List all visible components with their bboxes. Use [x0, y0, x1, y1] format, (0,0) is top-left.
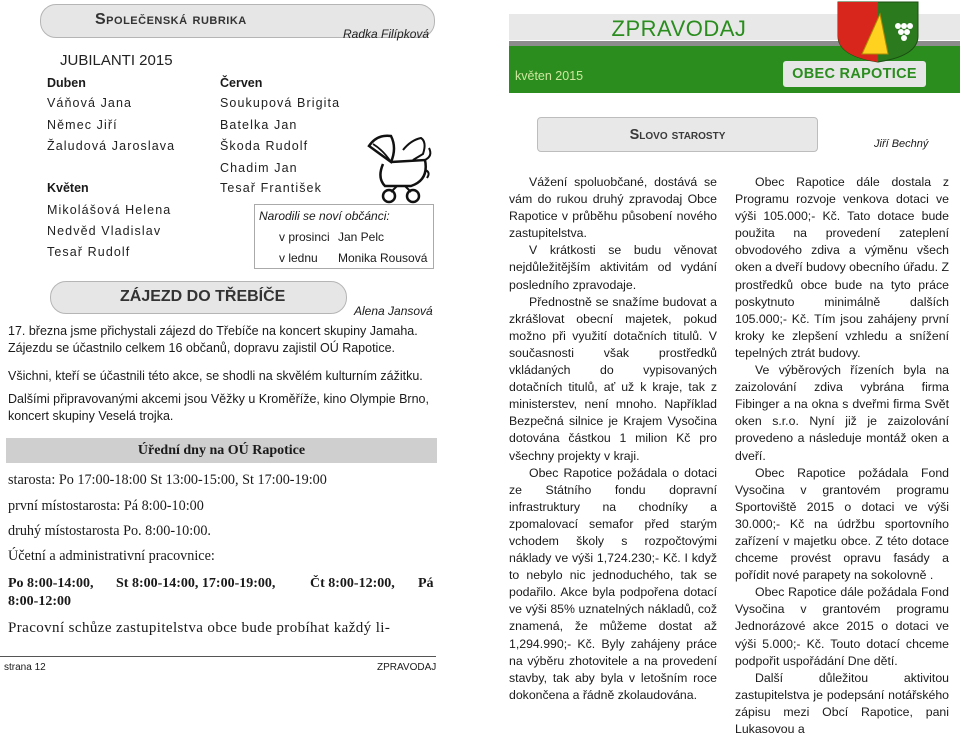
jubilant-name: Mikolášová Helena: [47, 203, 172, 217]
office-line: první místostarosta: Pá 8:00-10:00: [8, 498, 204, 514]
jubilant-name: Škoda Rudolf: [220, 139, 309, 153]
jubilant-name: Chadim Jan: [220, 161, 298, 175]
month-cerven: Červen: [220, 76, 263, 90]
mayor-paragraph: Vážení spoluobčané, dostává se vám do rukou druhý zpravodaj Obce Rapotice v průběhu působení nového zastupitelstva.: [509, 175, 717, 241]
trip-author: Alena Jansová: [354, 304, 433, 318]
office-line: 8:00-12:00: [8, 594, 71, 609]
mayor-paragraph: Přednostně se snažíme budovat a zkrášlovat obecní majetek, pokud možno při využití dotačních titulů. V současnosti však prostředků vkládaných do vypisovaných dotačních titulů, ať už k kraje, tak z ministerstev, není mnoho. Například Bezpečná silnice je Krajem Vysočina dotována částkou 1 milion Kč pro všechny projekty v kraji.: [509, 294, 717, 463]
footer-rule: [0, 656, 436, 657]
coat-of-arms-icon: [836, 0, 920, 62]
jubilant-name: Váňová Jana: [47, 96, 133, 110]
month-duben: Duben: [47, 76, 86, 90]
jubilant-name: Žaludová Jaroslava: [47, 139, 176, 153]
social-banner-title: Společenská rubrika: [95, 11, 247, 28]
mayor-paragraph: V krátkosti se budu věnovat nejdůležitějším aktivitám od vydání posledního zpravodaje.: [509, 243, 717, 292]
jubilanti-title: JUBILANTI 2015: [60, 52, 173, 69]
jubilant-name: Soukupová Brigita: [220, 96, 341, 110]
mayor-paragraph: Další důležitou aktivitou zastupitelstva je podepsání notářského zápisu mezi Obcí Rapotice, pani Lukasovou a: [735, 670, 949, 736]
birth-name: Jan Pelc: [338, 230, 385, 244]
birth-name: Monika Rousová: [338, 251, 428, 265]
trip-paragraph: Všichni, kteří se účastnili této akce, se shodli na skvělém kulturním zážitku.: [8, 369, 423, 383]
jubilant-name: Nedvěd Vladislav: [47, 224, 162, 238]
trip-paragraph: Dalšími připravovanými akcemi jsou Věžky u Kroměříže, kino Olympie Brno, koncert skupiny Veselá trojka.: [8, 392, 429, 423]
masthead-title: ZPRAVODAJ: [611, 16, 747, 41]
mayor-author: Jiří Bechný: [874, 138, 929, 150]
social-author: Radka Filípková: [343, 27, 430, 41]
office-line: St 8:00-14:00, 17:00-19:00,: [116, 576, 276, 591]
office-title: Úřední dny na OÚ Rapotice: [137, 443, 306, 458]
office-line: Po 8:00-14:00,: [8, 576, 94, 591]
office-line: starosta: Po 17:00-18:00 St 13:00-15:00, St 17:00-19:00: [8, 472, 327, 488]
birth-month: v prosinci: [279, 230, 330, 244]
footer-title: ZPRAVODAJ: [377, 662, 437, 673]
office-line: Pá: [418, 576, 434, 591]
jubilant-name: Batelka Jan: [220, 118, 298, 132]
mayor-column-1: [509, 174, 717, 704]
office-line: Účetní a administrativní pracovnice:: [8, 548, 215, 564]
mayor-column-2: [735, 174, 949, 738]
jubilant-name: Tesař Rudolf: [47, 245, 131, 259]
month-kveten: Květen: [47, 181, 89, 195]
office-line: Čt 8:00-12:00,: [310, 576, 395, 591]
birth-month: v lednu: [279, 251, 318, 265]
mayor-paragraph: Obec Rapotice dále dostala z Programu rozvoje venkova dotaci ve výši 105.000;- Kč. Tato dotace bude použita na provedení zateplení obvodového zdiva a výměnu všech oken a dveří budovy obecního úřadu. Z prostředků obce bude na tyto práce poskytnuto minimálně dalších 105.000;- Kč. Tím jsou zahájeny první kroky ke zlepšení vzhledu a snížení tepelných ztrát budovy.: [735, 175, 949, 360]
jubilant-name: Tesař František: [220, 181, 322, 195]
trip-banner-title: ZÁJEZD DO TŘEBÍČE: [120, 288, 286, 305]
mayor-paragraph: Obec Rapotice požádala Fond Vysočina v grantovém programu Sportoviště 2015 o dotaci ve výši 30.000;- Kč na údržbu sportovního zařízení v majetku obce. Z této dotace chceme provést opravu fasády a pořídit nové parapety na sokolovně .: [735, 465, 949, 583]
mayor-paragraph: Obec Rapotice požádala o dotaci ze Státního fondu dopravní infrastruktury na chodníky a zpomalovací semafor před starým vchodem školy s rozpočtovými náklady ve výši 1,724.230;- Kč. I když to nebylo nic jednoduchého, tak se podařilo. Akce byla podpořena dotací ve výši 85% uznatelných nákladů, což znamená, že můžeme dostat až 1,294.990;- Kč. Byly zahájeny práce na výběru zhotovitele a na provedení stavby, tak aby byla v letošním roce dokončena a řádně zkolaudována.: [509, 465, 717, 702]
office-line: druhý místostarosta Po. 8:00-10:00.: [8, 523, 211, 539]
office-line: Pracovní schůze zastupitelstva obce bude probíhat každý li-: [8, 620, 391, 636]
trip-paragraph: 17. března jsme přichystali zájezd do Třebíče na koncert skupiny Jamaha. Zájezdu se účastnilo celkem 16 občanů, dopravu zajistil OÚ Rapotice.: [8, 324, 418, 355]
slovo-title: Slovo starosty: [629, 127, 726, 143]
jubilant-name: Němec Jiří: [47, 118, 118, 132]
issue-date: květen 2015: [515, 69, 584, 83]
mayor-paragraph: Ve výběrových řízeních byla na zaizolování zdiva vybrána firma Fibinger a na okna s dveřmi firma Svět oken s.r.o. Nyní již je zaizolování provedeno a následuje montáž oken a dveří.: [735, 363, 949, 463]
births-title: Narodili se noví občánci:: [259, 209, 390, 223]
page-number: strana 12: [4, 662, 46, 673]
mayor-paragraph: Obec Rapotice dále požádala Fond Vysočina v grantovém programu Jednorázové akce 2015 o dotaci ve výši 5.000;- Kč. Touto dotací chceme podpořit uspořádání Dne dětí.: [735, 585, 949, 668]
obec-name: OBEC RAPOTICE: [792, 66, 917, 82]
baby-stroller-icon: [363, 130, 435, 208]
